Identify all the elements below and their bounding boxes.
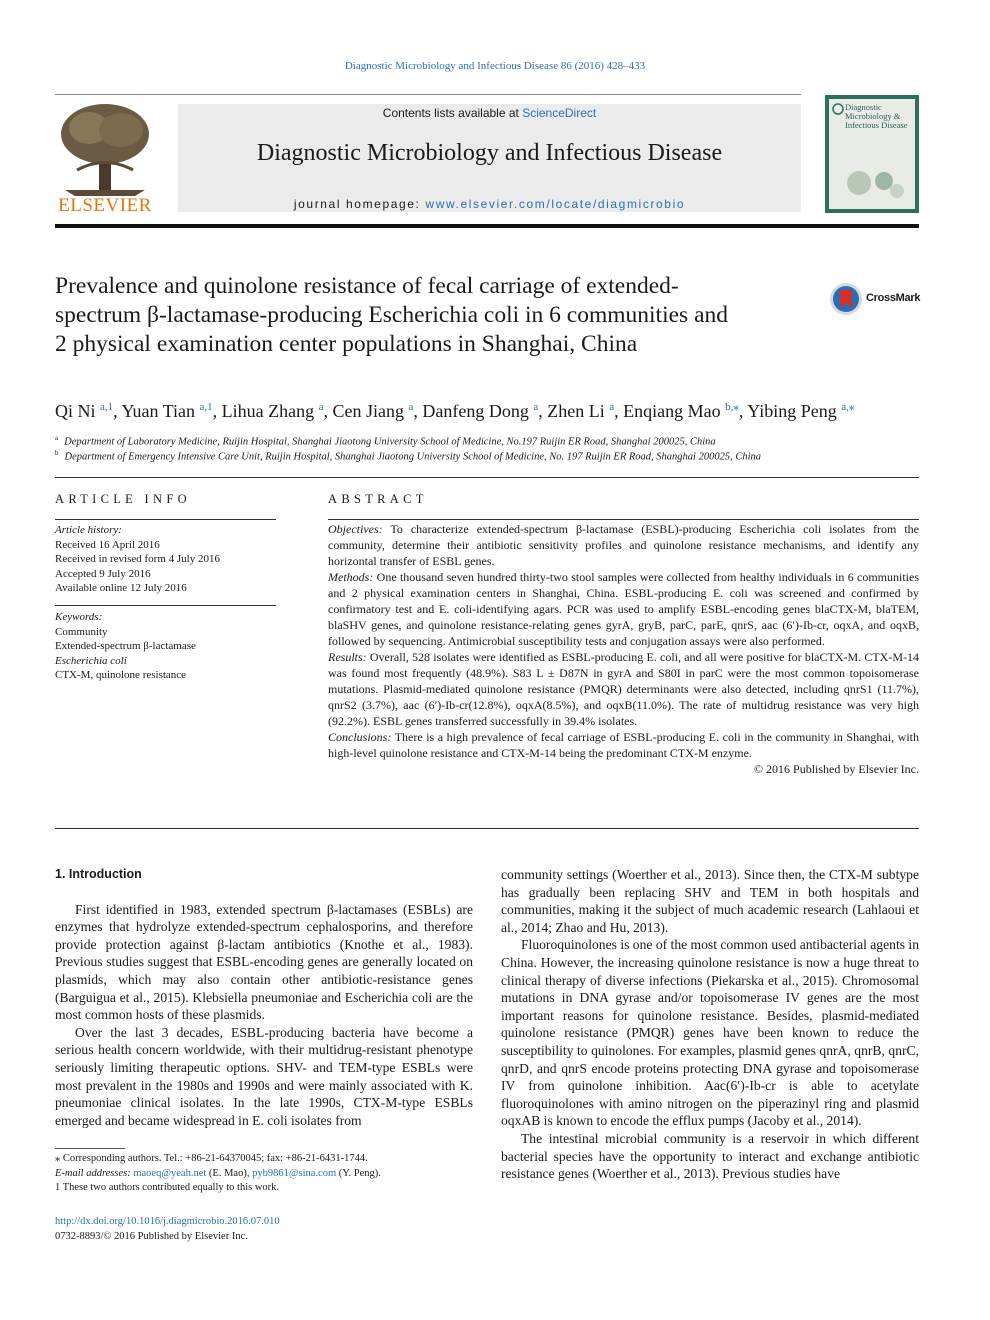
author[interactable]: Enqiang Mao $^{b,⁎}$: [623, 401, 739, 421]
footnote-rule: [55, 1148, 125, 1149]
footnote-emails: E-mail addresses: maoeq@yeah.net (E. Mao), pyb9861@sina.com (Y. Peng).: [55, 1167, 381, 1179]
footnotes: [55, 1152, 475, 1196]
article-title: Prevalence and quinolone resistance of fecal carriage of extended-spectrum β-lactamase-producing Escherichia coli in 6 communities and 2 physical examination center populations in Shanghai, China: [55, 273, 728, 357]
abstract-results: Results: Overall, 528 isolates were identified as ESBL-producing E. coli, and all were positive for blaCTX-M. CTX-M-14 was found most frequently (48.9%). S83 L ± D87N in gyrA and S80I in parC were the most common topoisomerase mutations. Plasmid-mediated quinolone resistance (PMQR) determinants were also detected, including qnrS1 (11.7%), qnrS2 (3.7%), aac (6′)-Ib-cr(12.8%), oqxA(8.5%), and oqxB(11.0%). The rate of multidrug resistance was very high (92.2%). ESBL genes transferred successfully in 39.4% isolates.: [328, 650, 920, 728]
abstract-heading: ABSTRACT: [328, 492, 428, 506]
article-info-rule: [55, 519, 276, 520]
crossmark-label[interactable]: CrossMark: [866, 292, 921, 304]
abstract-rule: [328, 519, 919, 520]
history-revised: Received in revised form 4 July 2016: [55, 553, 220, 566]
author[interactable]: Cen Jiang $^a$: [332, 401, 414, 421]
doi-link[interactable]: http://dx.doi.org/10.1016/j.diagmicrobio.2016.07.010: [55, 1216, 280, 1227]
journal-homepage: [178, 197, 801, 211]
footnote-equal: 1 These two authors contributed equally to this work.: [55, 1182, 280, 1193]
header-bottom-rule: [55, 224, 919, 228]
header-top-rule: [55, 94, 801, 95]
keyword: Community: [55, 625, 108, 638]
affiliation-b: $^b$ Department of Emergency Intensive Care Unit, Ruijin Hospital, Shanghai Jiaotong University School of Medicine, No. 197 Ruijin ER Road, Shanghai 200025, China: [55, 449, 762, 463]
history-online: Available online 12 July 2016: [55, 582, 187, 595]
paragraph: Fluoroquinolones is one of the most common used antibacterial agents in China. However, the increasing quinolone resistance is now a huge threat to clinical therapy of diverse infections (Piekarska et al., 2015). Chromosomal mutations in DNA gyrase and/or topoisomerase IV genes are the most important reasons for quinolone resistance. Besides, plasmid-mediated quinolone resistance (PMQR) genes have been known to reduce the susceptibility to quinolones. For examples, plasmid genes qnrA, qnrB, qnrC, qnrD, and qnrS encode proteins protecting DNA gyrase and topoisomerase IV from quinolone inhibition. Aac(6′)-Ib-cr is able to acetylate fluoroquinolones with amino nitrogen on the piperazinyl ring and plasmid oqxAB is known to encode the efflux pumps (Jacoby et al., 2014).: [501, 937, 919, 1129]
homepage-prefix: journal homepage:: [293, 197, 426, 211]
contents-line: [178, 106, 801, 120]
author[interactable]: Qi Ni $^{a,1}$: [55, 401, 114, 421]
keywords-label: Keywords:: [55, 611, 103, 623]
email-link[interactable]: pyb9861@sina.com: [252, 1167, 337, 1179]
journal-citation[interactable]: Diagnostic Microbiology and Infectious Disease 86 (2016) 428–433: [344, 60, 646, 72]
cover-emblem-icon: [832, 103, 844, 115]
cover-title: Diagnostic Microbiology & Infectious Disease: [845, 102, 908, 130]
author-list: Qi Ni $^{a,1}$, Yuan Tian $^{a,1}$, Lihua Zhang $^a$, Cen Jiang $^a$, Danfeng Dong $^a$, Zhen Li $^a$, Enqiang Mao $^{b,⁎}$, Yibing Peng $^{a,⁎}$: [55, 401, 855, 421]
article-history: [55, 523, 220, 596]
abstract-objectives: Objectives: To characterize extended-spectrum β-lactamase (ESBL)-producing Escherichia coli isolates from the community, determine their antibiotic sensitivity profiles and quinolone resistance mechanisms, and identify any horizontal transfer of ESBL genes.: [328, 522, 919, 568]
issn-line: 0732-8893/© 2016 Published by Elsevier Inc.: [55, 1230, 248, 1242]
keyword: CTX-M, quinolone resistance: [55, 669, 187, 682]
keyword: Escherichia coli: [55, 654, 127, 667]
affiliation-a: $^a$ Department of Laboratory Medicine, Ruijin Hospital, Shanghai Jiaotong University School of Medicine, No.197 Ruijin ER Road, Shanghai 200025, China: [55, 434, 716, 448]
abstract-methods: Methods: One thousand seven hundred thirty-two stool samples were collected from healthy individuals in 6 communities and 2 physical examination centers in Shanghai, China. ESBL-producing E. coli was screened and confirmed by confirmatory test and E. coli-identifying agars. PCR was used to amplify ESBL-encoding genes blaCTX-M, blaTEM, blaSHV genes, and quinolone resistance-relating genes gyrA, gryB, parC, parE, qnrS, aac (6′)-Ib-cr, oqxA, and oqxB, followed by sequencing. Antimicrobial susceptibility tests and conjugation assays were also performed.: [328, 570, 920, 648]
author[interactable]: Lihua Zhang $^a$: [221, 401, 324, 421]
author[interactable]: Yuan Tian $^{a,1}$: [121, 401, 213, 421]
cover-micrograph-icon: [839, 163, 909, 203]
keywords-rule: [55, 605, 276, 606]
section-divider: [55, 477, 919, 478]
journal-title: Diagnostic Microbiology and Infectious Disease: [256, 140, 723, 166]
abstract-conclusions: Conclusions: There is a high prevalence of fecal carriage of ESBL-producing E. coli in the community in Shanghai, with high-level quinolone resistance and CTX-M-14 being the predominant CTX-M enzyme.: [328, 730, 919, 760]
keywords: [55, 610, 196, 683]
paragraph: The intestinal microbial community is a reservoir in which different bacterial species have the opportunity to interact and exchange antibiotic resistance genes (Woerther et al., 2013). Previous studies have: [501, 1130, 919, 1182]
author[interactable]: Yibing Peng $^{a,⁎}$: [747, 401, 855, 421]
body-right-column: [501, 866, 919, 1183]
elsevier-wordmark[interactable]: ELSEVIER: [58, 195, 152, 216]
abstract-bottom-rule: [55, 828, 919, 829]
abstract-body: [328, 521, 919, 777]
sciencedirect-link[interactable]: ScienceDirect: [522, 106, 597, 120]
author[interactable]: Danfeng Dong $^a$: [422, 401, 539, 421]
paragraph: First identified in 1983, extended spectrum β-lactamases (ESBLs) are enzymes that hydrolyze extended-spectrum cephalosporins, and therefore provide protection against β-lactam antibiotics (Knothe et al., 1983). Previous studies suggest that ESBL-encoding genes are generally located on plasmids, which may also contain other antibiotic-resistance genes (Barguigua et al., 2015). Klebsiella pneumoniae and Escherichia coli are the most common hosts of these plasmids.: [55, 901, 473, 1023]
paragraph: Over the last 3 decades, ESBL-producing bacteria have become a serious health concern worldwide, with their multidrug-resistant phenotype seriously limiting therapeutic options. SHV- and TEM-type ESBLs were most prevalent in the 1980s and 1990s and were mainly associated with K. pneumoniae clinical isolates. In the late 1990s, CTX-M-type ESBLs emerged and became widespread in E. coli isolates from: [55, 1024, 473, 1128]
body-left-column: [55, 866, 473, 1129]
email-link[interactable]: maoeq@yeah.net: [133, 1167, 207, 1179]
homepage-link[interactable]: www.elsevier.com/locate/diagmicrobio: [425, 197, 686, 211]
journal-cover-image[interactable]: [825, 95, 919, 213]
history-received: Received 16 April 2016: [55, 538, 160, 551]
contents-prefix: Contents lists available at: [382, 106, 523, 120]
article-info-heading: ARTICLE INFO: [55, 492, 191, 506]
history-accepted: Accepted 9 July 2016: [55, 567, 151, 580]
author[interactable]: Zhen Li $^a$: [547, 401, 615, 421]
footnote-corresponding: ⁎ Corresponding authors. Tel.: +86-21-64370045; fax: +86-21-6431-1744.: [55, 1153, 368, 1164]
history-label: Article history:: [55, 524, 122, 536]
keyword: Extended-spectrum β-lactamase: [55, 640, 196, 653]
doi-block: [55, 1215, 280, 1244]
paragraph: community settings (Woerther et al., 2013). Since then, the CTX-M subtype has gradually been replacing SHV and TEM in both hospitals and communities, making it the subject of much academic research (Lahlaoui et al., 2014; Zhao and Hu, 2013).: [501, 867, 919, 935]
abstract-copyright: © 2016 Published by Elsevier Inc.: [753, 762, 919, 776]
section-heading-introduction: 1. Introduction: [55, 867, 142, 881]
cover-panel: [829, 99, 915, 209]
